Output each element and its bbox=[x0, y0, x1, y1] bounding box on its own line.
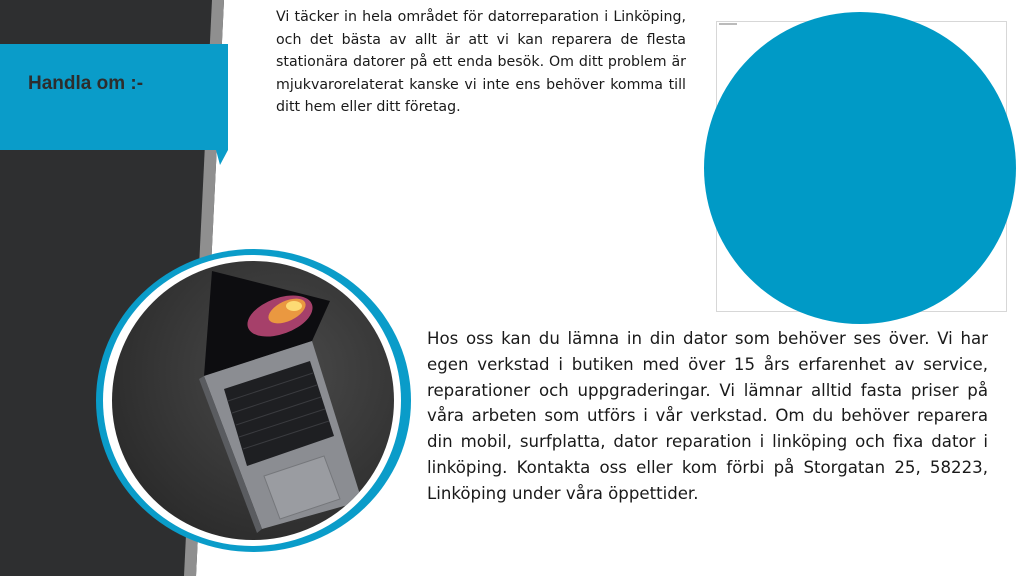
laptop-photo bbox=[112, 261, 394, 540]
intro-paragraph: Vi täcker in hela området för datorreparation i Linköping, och det bästa av allt är att vi kan reparera de flesta stationära datorer på ett enda besök. Om ditt problem är mjukvarorelaterat kanske vi inte ens behöver komma till ditt hem eller ditt företag. bbox=[276, 9, 686, 116]
section-banner bbox=[0, 44, 228, 150]
blue-circle-graphic bbox=[704, 12, 1016, 324]
section-title: Handla om :- bbox=[28, 73, 144, 94]
service-paragraph: Hos oss kan du lämna in din dator som behöver ses över. Vi har egen verkstad i butiken med över 15 års erfarenhet av service, reparationer och uppgraderingar. Vi lämnar alltid fasta priser på våra arbeten som utförs i vår verkstad. Om du behöver reparera din mobil, surfplatta, dator reparation i linköping och fixa dator i linköping. Kontakta oss eller kom förbi på Storgatan 25, 58223, Linköping under våra öppettider. bbox=[427, 329, 988, 503]
